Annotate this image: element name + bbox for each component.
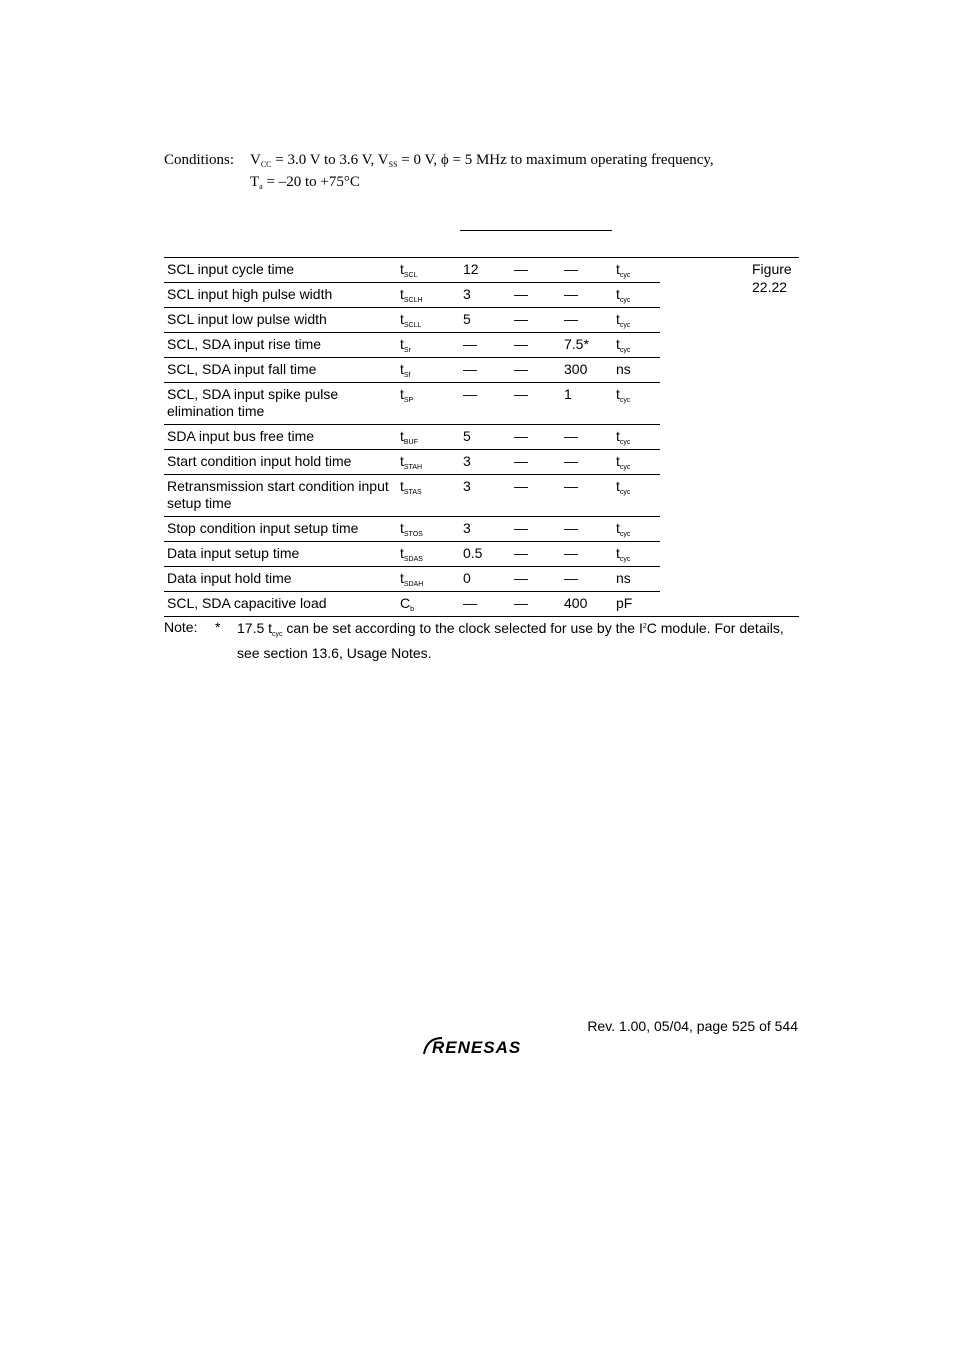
header-rule xyxy=(460,230,612,231)
item-cell: SCL, SDA input fall time xyxy=(167,361,317,377)
max-cell: — xyxy=(564,453,578,469)
typ-cell: — xyxy=(514,286,528,302)
symbol-cell: $t_{SP}$ xyxy=(400,386,414,404)
table-row xyxy=(164,516,660,542)
note-text: 17.5 $t_{cyc}$ can be set according to the clock selected for use by the $I^2C$ module. For details, see section 13.6, Usage Notes. xyxy=(237,620,784,661)
unit-cell: ns xyxy=(616,570,631,586)
symbol-cell: $t_{STOS}$ xyxy=(400,520,423,538)
unit-cell: $t_{cyc}$ xyxy=(616,311,631,329)
item-cell: Stop condition input setup time xyxy=(167,520,359,536)
min-cell: 12 xyxy=(463,261,479,277)
symbol-cell: $t_{SDAS}$ xyxy=(400,545,423,563)
typ-cell: — xyxy=(514,261,528,277)
symbol-cell: $t_{STAS}$ xyxy=(400,478,422,496)
unit-cell: $t_{cyc}$ xyxy=(616,386,631,404)
min-cell: 0.5 xyxy=(463,545,483,561)
max-cell: — xyxy=(564,428,578,444)
conditions-line-1: $V_{CC} = 3.0$ V to 3.6 V, $V_{SS} = 0$ V, ϕ = 5 MHz to maximum operating frequency, xyxy=(250,152,714,169)
table-row xyxy=(164,307,660,333)
typ-cell: — xyxy=(514,336,528,352)
table-row xyxy=(164,591,660,617)
renesas-logo-icon xyxy=(422,1035,542,1057)
table-row xyxy=(164,332,660,358)
unit-cell: $t_{cyc}$ xyxy=(616,261,631,279)
item-cell: SCL, SDA input spike pulse elimination time xyxy=(167,386,339,419)
conditions-label: Conditions: xyxy=(164,152,235,168)
svg-text:RENESAS: RENESAS xyxy=(432,1038,522,1057)
unit-cell: $t_{cyc}$ xyxy=(616,286,631,304)
max-cell: — xyxy=(564,261,578,277)
item-cell: SDA input bus free time xyxy=(167,428,315,444)
typ-cell: — xyxy=(514,570,528,586)
item-cell: SCL, SDA capacitive load xyxy=(167,595,327,611)
table-row xyxy=(164,474,660,517)
table-row xyxy=(164,382,660,425)
typ-cell: — xyxy=(514,595,528,611)
min-cell: 5 xyxy=(463,311,471,327)
table-row xyxy=(164,357,660,383)
conditions-line-2: $T_a = -20$ to +75°C xyxy=(250,174,360,191)
table-row xyxy=(164,541,660,567)
typ-cell: — xyxy=(514,478,528,494)
table-row xyxy=(164,449,660,475)
table-row xyxy=(164,282,660,308)
typ-cell: — xyxy=(514,311,528,327)
symbol-cell: $C_b$ xyxy=(400,595,415,613)
unit-cell: pF xyxy=(616,595,633,611)
symbol-cell: $t_{SCL}$ xyxy=(400,261,418,279)
min-cell: — xyxy=(463,386,477,402)
item-cell: Retransmission start condition input setup time xyxy=(167,478,389,511)
symbol-cell: $t_{STAH}$ xyxy=(400,453,423,471)
unit-cell: $t_{cyc}$ xyxy=(616,453,631,471)
figure-reference: Figure 22.22 xyxy=(752,261,792,295)
min-cell: 3 xyxy=(463,286,471,302)
unit-cell: $t_{cyc}$ xyxy=(616,478,631,496)
max-cell: — xyxy=(564,311,578,327)
renesas-logo xyxy=(422,1035,542,1062)
max-cell: — xyxy=(564,570,578,586)
min-cell: 3 xyxy=(463,478,471,494)
max-cell: — xyxy=(564,545,578,561)
max-cell: — xyxy=(564,286,578,302)
min-cell: — xyxy=(463,595,477,611)
unit-cell: ns xyxy=(616,361,631,377)
min-cell: — xyxy=(463,361,477,377)
item-cell: Data input hold time xyxy=(167,570,292,586)
min-cell: 3 xyxy=(463,453,471,469)
max-cell: 1 xyxy=(564,386,572,402)
typ-cell: — xyxy=(514,386,528,402)
symbol-cell: $t_{Sr}$ xyxy=(400,336,411,354)
item-cell: SCL input low pulse width xyxy=(167,311,327,327)
table-row xyxy=(164,257,799,283)
typ-cell: — xyxy=(514,545,528,561)
min-cell: 3 xyxy=(463,520,471,536)
symbol-cell: $t_{SCLH}$ xyxy=(400,286,423,304)
item-cell: SCL, SDA input rise time xyxy=(167,336,322,352)
symbol-cell: $t_{BUF}$ xyxy=(400,428,418,446)
unit-cell: $t_{cyc}$ xyxy=(616,428,631,446)
note-asterisk: * xyxy=(215,619,221,635)
min-cell: 0 xyxy=(463,570,471,586)
unit-cell: $t_{cyc}$ xyxy=(616,545,631,563)
item-cell: SCL input cycle time xyxy=(167,261,295,277)
max-cell: 400 xyxy=(564,595,588,611)
typ-cell: — xyxy=(514,361,528,377)
max-cell: — xyxy=(564,478,578,494)
typ-cell: — xyxy=(514,453,528,469)
item-cell: Data input setup time xyxy=(167,545,300,561)
max-cell: 300 xyxy=(564,361,588,377)
item-cell: SCL input high pulse width xyxy=(167,286,333,302)
table-row xyxy=(164,566,660,592)
symbol-cell: $t_{SDAH}$ xyxy=(400,570,424,588)
symbol-cell: $t_{SCLL}$ xyxy=(400,311,422,329)
table-row xyxy=(164,424,660,450)
unit-cell: $t_{cyc}$ xyxy=(616,520,631,538)
max-cell: — xyxy=(564,520,578,536)
table-bottom-rule xyxy=(164,616,799,617)
symbol-cell: $t_{Sf}$ xyxy=(400,361,411,379)
unit-cell: $t_{cyc}$ xyxy=(616,336,631,354)
item-cell: Start condition input hold time xyxy=(167,453,352,469)
max-cell: 7.5* xyxy=(564,336,589,352)
min-cell: — xyxy=(463,336,477,352)
typ-cell: — xyxy=(514,428,528,444)
page-footer: Rev. 1.00, 05/04, page 525 of 544 xyxy=(587,1018,798,1034)
typ-cell: — xyxy=(514,520,528,536)
note-label: Note: xyxy=(164,619,198,635)
min-cell: 5 xyxy=(463,428,471,444)
